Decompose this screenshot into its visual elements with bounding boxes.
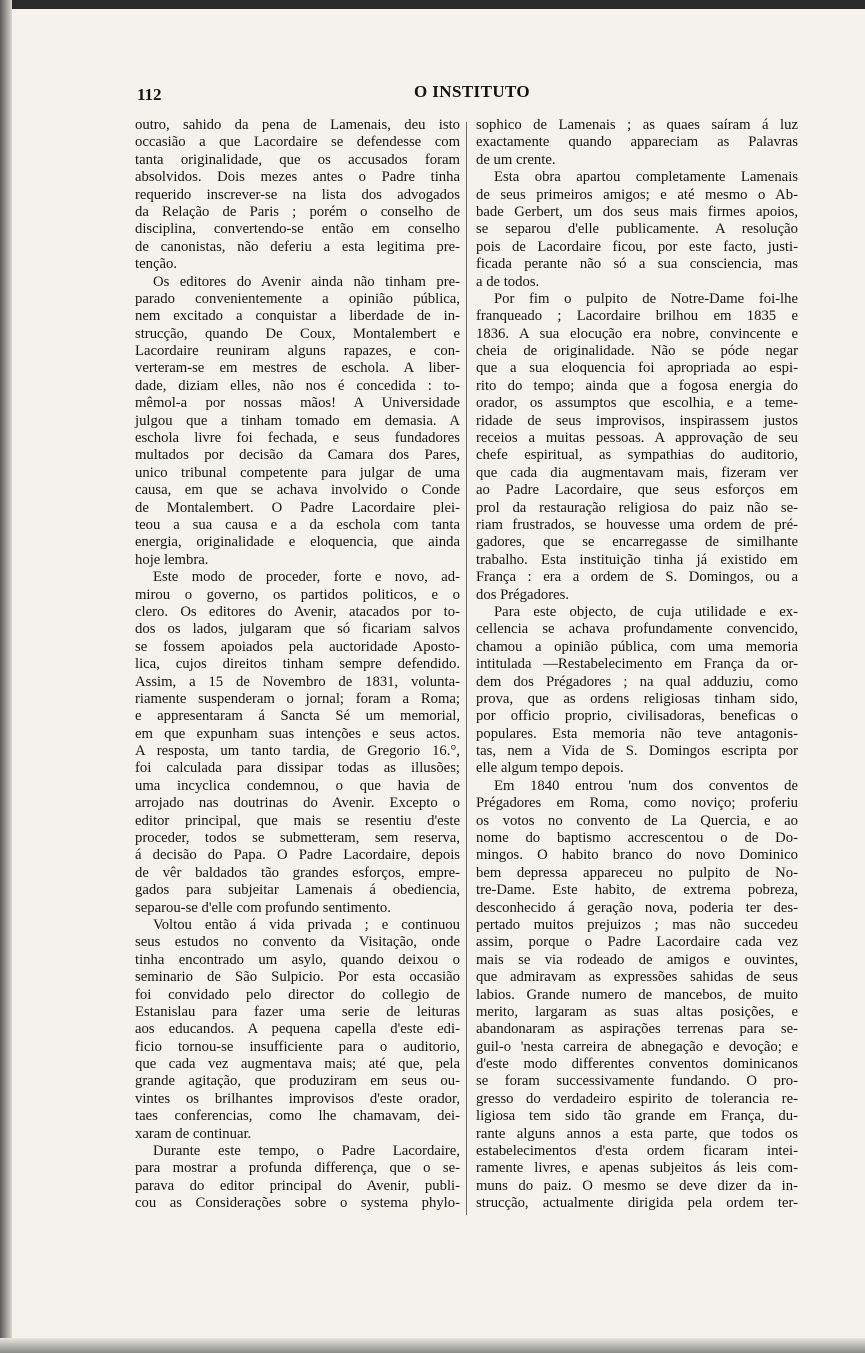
text-line: ficio tornou-se insufficiente para o auditorio,	[135, 1038, 460, 1055]
text-line: gresso do verdadeiro espirito de tolerancia re-	[476, 1090, 798, 1107]
text-line: exactamente quando appareciam as Palavras	[476, 134, 798, 151]
text-line: causa, em que se achava involvido o Conde	[135, 482, 460, 499]
text-line: se foram successivamente fundando. O pro-	[476, 1073, 798, 1090]
text-line: dem dos Prégadores ; na qual adduziu, como	[476, 673, 798, 690]
text-line: disciplina, convertendo-se então em conselho	[135, 221, 460, 238]
text-line: lica, cujos direitos tinham sempre defendido.	[135, 656, 460, 673]
text-line: que cada vez augmentava mais; até que, pela	[135, 1056, 460, 1073]
text-line: dos os lados, julgaram que só ficariam salvos	[135, 621, 460, 638]
text-line: grande agitação, que produziram em seus ou-	[135, 1073, 460, 1090]
text-line: cellencia se achava profundamente convencido,	[476, 621, 798, 638]
text-line: para mostrar a profunda differença, que o se-	[135, 1160, 460, 1177]
text-line: sophico de Lamenais ; as quaes saíram á luz	[476, 117, 798, 133]
text-line: chefe espiritual, as sympathias do auditorio,	[476, 447, 798, 464]
text-line: Voltou então á vida privada ; e continuou	[153, 916, 460, 933]
text-line: dos Prégadores.	[476, 586, 570, 603]
text-line: bade Gerbert, um dos seus mais firmes apoios,	[476, 203, 798, 220]
text-line: os votos no convento de La Quercia, e ao	[476, 812, 798, 829]
text-line: cheia de originalidade. Não se póde negar	[476, 343, 798, 360]
text-line: que cada dia augmentavam mais, fizeram ver	[476, 464, 798, 481]
text-line: riamente suspenderam o jornal; foram a Roma;	[135, 690, 460, 707]
text-line: ligiosa tem sido tão grande em França, du-	[476, 1108, 798, 1125]
text-line: prol da restauração religiosa do paiz não se-	[476, 499, 798, 516]
text-line: seminario de São Sulpicio. Por esta occasião	[135, 969, 460, 986]
text-line: de canonistas, não deferiu a esta legitima pre-	[135, 238, 460, 255]
text-line: receios a muitas pessoas. A approvação de seu	[476, 430, 798, 447]
text-line: merito, largaram as suas altas posições, e	[476, 1003, 798, 1020]
text-line: tas, nem a Vida de S. Domingos escripta por	[476, 743, 798, 760]
text-line: intitulada —Restabelecimento em França da or-	[476, 656, 798, 673]
text-line: guil-o 'nesta carreira de abnegação e devoção; e	[476, 1038, 798, 1055]
text-line: absolvidos. Dois mezes antes o Padre tinha	[135, 169, 460, 186]
text-line: 1836. A sua elocução era nobre, convincente e	[476, 325, 798, 342]
text-line: arrojado nas doutrinas do Avenir. Excepto o	[135, 795, 460, 812]
text-line: occasião a que Lacordaire se defendesse com	[135, 134, 460, 151]
text-line: nem excitado a conquistar a liberdade de in-	[135, 308, 460, 325]
text-line: outro, sahido da pena de Lamenais, deu isto	[135, 117, 460, 133]
text-line: ficada perante não só a sua consciencia, mas	[476, 256, 798, 273]
text-line: requerido inscrever-se na lista dos advogados	[135, 186, 460, 203]
text-line: d'este modo differentes conventos dominicanos	[476, 1056, 798, 1073]
text-line: de Montalembert. O Padre Lacordaire plei-	[135, 499, 460, 516]
text-line: pois de Lacordaire ficou, por este facto, justi-	[476, 238, 798, 255]
text-line: da Relação de Paris ; porém o conselho de	[135, 203, 460, 220]
text-line: cou as Considerações sobre o systema phylo-	[135, 1195, 460, 1212]
text-line: tenção.	[135, 256, 177, 273]
text-line: mingos. O habito branco do novo Dominico	[476, 847, 798, 864]
text-line: prova, que as ordens religiosas tinham sido,	[476, 690, 798, 707]
text-line: gadores, que se encarregasse de similhante	[476, 534, 798, 551]
text-line: verteram-se em mestres de eschola. A liber-	[135, 360, 460, 377]
text-line: que admiravam as expressões sahidas de seus	[476, 969, 798, 986]
text-line: pertado muitos prejuizos ; mas não succedeu	[476, 916, 798, 933]
text-line: orador, os assumptos que escolhia, e a teme-	[476, 395, 798, 412]
text-line: de vêr baldados tão grandes esforços, empre-	[135, 864, 460, 881]
text-line: bem depressa appareceu no pulpito de No-	[476, 864, 798, 881]
text-line: editor principal, que mais se resentiu d'este	[135, 812, 460, 829]
running-title: O INSTITUTO	[414, 82, 531, 101]
text-line: abandonaram as aspirações terrenas para se-	[476, 1021, 798, 1038]
text-line: multados por decisão da Camara dos Pares,	[135, 447, 460, 464]
text-line: mirou o governo, os partidos politicos, e o	[135, 586, 460, 603]
text-line: ao Padre Lacordaire, que seus esforços em	[476, 482, 798, 499]
text-line: nome do baptismo accrescentou o de Do-	[476, 830, 798, 847]
text-line: hoje lembra.	[135, 551, 209, 568]
text-line: á decisão do Papa. O Padre Lacordaire, depois	[135, 847, 460, 864]
text-line: tinha encontrado um asylo, quando deixou o	[135, 951, 460, 968]
text-line: Assim, a 15 de Novembro de 1831, volunta-	[135, 673, 460, 690]
text-line: vintes os brilhantes improvisos d'este orador,	[135, 1090, 460, 1107]
text-line: trabalho. Esta instituição tinha já existido em	[476, 551, 798, 568]
text-line: tre-Dame. Este habito, de extrema pobreza,	[476, 882, 798, 899]
text-line: Este modo de proceder, forte e novo, ad-	[153, 569, 460, 586]
text-line: proceder, todos se submetteram, sem reserva,	[135, 830, 460, 847]
text-line: aos educandos. A pequena capella d'este edi-	[135, 1021, 460, 1038]
text-line: energia, originalidade e eloquencia, que ainda	[135, 534, 460, 551]
text-line: se fossem apoiados pela auctoridade Aposto-	[135, 638, 460, 655]
text-line: labios. Grande numero de mancebos, de muito	[476, 986, 798, 1003]
text-line: taes conferencias, como lhe chamavam, dei-	[135, 1108, 460, 1125]
text-line: mêmol-a por nossas mãos! A Universidade	[135, 395, 460, 412]
text-line: Os editores do Avenir ainda não tinham pre-	[153, 273, 460, 290]
text-line: Para este objecto, de cuja utilidade e ex-	[494, 603, 798, 620]
text-line: Lacordaire reuniram alguns rapazes, e con-	[135, 343, 460, 360]
scan-top-border	[0, 0, 865, 9]
text-line: tanta originalidade, que os accusados foram	[135, 151, 460, 168]
text-line: Estanislau para fazer uma serie de leituras	[135, 1003, 460, 1020]
text-line: desconhecido á geração nova, poderia ter des-	[476, 899, 798, 916]
text-line: rante alguns annos a esta parte, que todos os	[476, 1125, 798, 1142]
text-line: e appresentaram á Sancta Sé um memorial,	[135, 708, 460, 725]
text-line: franqueado ; Lacordaire brilhou em 1835 e	[476, 308, 798, 325]
text-line: estabelecimentos d'esta ordem ficaram intei-	[476, 1143, 798, 1160]
text-line: strucção, quando De Coux, Montalembert e	[135, 325, 460, 342]
text-line: Em 1840 entrou 'num dos conventos de	[494, 777, 798, 794]
text-line: separou-se d'elle com profundo sentimento.	[135, 899, 391, 916]
text-line: strucção, actualmente dirigida pela ordem ter-	[476, 1195, 798, 1212]
text-line: em que expunham suas intenções e seus actos.	[135, 725, 460, 742]
text-line: por officio proprio, civilisadoras, beneficas o	[476, 708, 798, 725]
text-line: Por fim o pulpito de Notre-Dame foi-lhe	[494, 290, 798, 307]
text-line: foi calculada para dissipar todas as illusões;	[135, 760, 460, 777]
text-line: elle algum tempo depois.	[476, 760, 624, 777]
text-line: clero. Os editores do Avenir, atacados por to-	[135, 603, 460, 620]
page-binding-shadow	[0, 0, 12, 1353]
text-line: se separou d'elle publicamente. A resolução	[476, 221, 798, 238]
text-line: que a sua eloquencia foi apropriada ao espi-	[476, 360, 798, 377]
text-line: A resposta, um tanto tardia, de Gregorio 16.°,	[135, 743, 460, 760]
column-divider	[466, 122, 467, 1215]
text-line: muns do paiz. O mesmo se deve dizer da in-	[476, 1177, 798, 1194]
text-line: gados para subjeitar Lamenais á obediencia,	[135, 882, 460, 899]
text-line: uma incyclica condemnou, o que havia de	[135, 777, 460, 794]
page-number: 112	[137, 85, 162, 104]
text-line: ramente livres, e apenas subjeitos ás leis com-	[476, 1160, 798, 1177]
text-line: França : era a ordem de S. Domingos, ou a	[476, 569, 798, 586]
text-line: parado convenientemente a opinião pública,	[135, 290, 460, 307]
text-line: eschola livre foi fechada, e seus fundadores	[135, 430, 460, 447]
text-line: seus estudos no convento da Visitação, onde	[135, 934, 460, 951]
text-line: populares. Esta memoria não teve antagonis-	[476, 725, 798, 742]
text-line: xaram de continuar.	[135, 1125, 252, 1142]
text-line: ridade de seus improvisos, inspirassem justos	[476, 412, 798, 429]
right-text-column	[476, 117, 798, 1213]
text-line: mais se via rodeado de amigos e ouvintes,	[476, 951, 798, 968]
left-text-column	[135, 117, 460, 1213]
page-bottom-shadow	[0, 1338, 865, 1353]
text-line: chamou a opinião pública, com uma memoria	[476, 638, 798, 655]
text-line: de seus primeiros amigos; e até mesmo o Ab-	[476, 186, 798, 203]
text-line: parava do editor principal do Avenir, publi-	[135, 1177, 460, 1194]
text-line: Esta obra apartou completamente Lamenais	[494, 169, 798, 186]
text-line: assim, porque o Padre Lacordaire cada vez	[476, 934, 798, 951]
text-line: dade, diziam elles, não nos é concedida : to-	[135, 377, 460, 394]
text-line: a de todos.	[476, 273, 540, 290]
text-line: rito do tempo; ainda que a fogosa energia do	[476, 377, 798, 394]
text-line: unico tribunal competente para julgar de uma	[135, 464, 460, 481]
text-line: teou a sua causa e a da eschola com tanta	[135, 516, 460, 533]
text-line: Prégadores em Roma, como noviço; proferiu	[476, 795, 798, 812]
text-line: Durante este tempo, o Padre Lacordaire,	[153, 1143, 460, 1160]
text-line: riam frustrados, se houvesse uma ordem de pré-	[476, 516, 798, 533]
text-line: de um crente.	[476, 151, 556, 168]
text-line: foi convidado pelo director do collegio de	[135, 986, 460, 1003]
text-line: julgou que a tinham tomado em demasia. A	[135, 412, 460, 429]
